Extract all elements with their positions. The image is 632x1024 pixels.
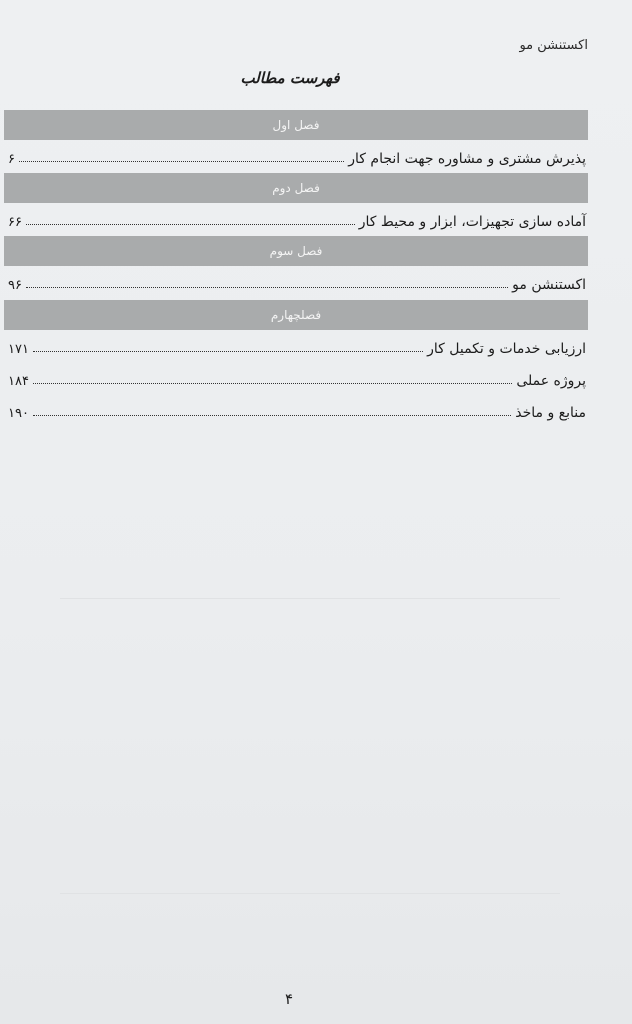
toc-entry[interactable] <box>8 208 586 230</box>
dot-leader <box>33 351 423 352</box>
toc-entry-title: پروژه عملی <box>516 373 586 389</box>
chapter-heading-4: فصلچهارم <box>4 300 588 330</box>
running-header: اکستنشن مو <box>519 38 588 53</box>
show-through-rule <box>60 598 560 599</box>
toc-entry[interactable] <box>8 145 586 167</box>
toc-entry-page: ۱۷۱ <box>8 342 29 357</box>
dot-leader <box>33 383 512 384</box>
dot-leader <box>26 224 355 225</box>
toc-entry[interactable] <box>8 399 586 421</box>
toc-entry-title: اکستنشن مو <box>512 277 586 293</box>
toc-entry-title: آماده سازی تجهیزات، ابزار و محیط کار <box>358 214 586 230</box>
dot-leader <box>33 415 511 416</box>
dot-leader <box>26 287 508 288</box>
show-through-rule <box>60 893 560 894</box>
chapter-heading-3: فصل سوم <box>4 236 588 266</box>
toc-entry[interactable] <box>8 271 586 293</box>
toc-entry-title: منابع و ماخذ <box>515 405 586 421</box>
toc-entry-title: پذیرش مشتری و مشاوره جهت انجام کار <box>348 151 586 167</box>
chapter-heading-1: فصل اول <box>4 110 588 140</box>
toc-title: فهرست مطالب <box>240 69 340 87</box>
dot-leader <box>19 161 344 162</box>
toc-entry-page: ۹۶ <box>8 278 22 293</box>
page-number: ۴ <box>284 990 294 1008</box>
toc-entry-page: ۶ <box>8 152 15 167</box>
toc-entry-page: ۱۸۴ <box>8 374 29 389</box>
toc-entry[interactable] <box>8 367 586 389</box>
toc-entry-page: ۶۶ <box>8 215 22 230</box>
chapter-heading-2: فصل دوم <box>4 173 588 203</box>
toc-entry-page: ۱۹۰ <box>8 406 29 421</box>
toc-entry-title: ارزیابی خدمات و تکمیل کار <box>427 341 586 357</box>
toc-entry[interactable] <box>8 335 586 357</box>
